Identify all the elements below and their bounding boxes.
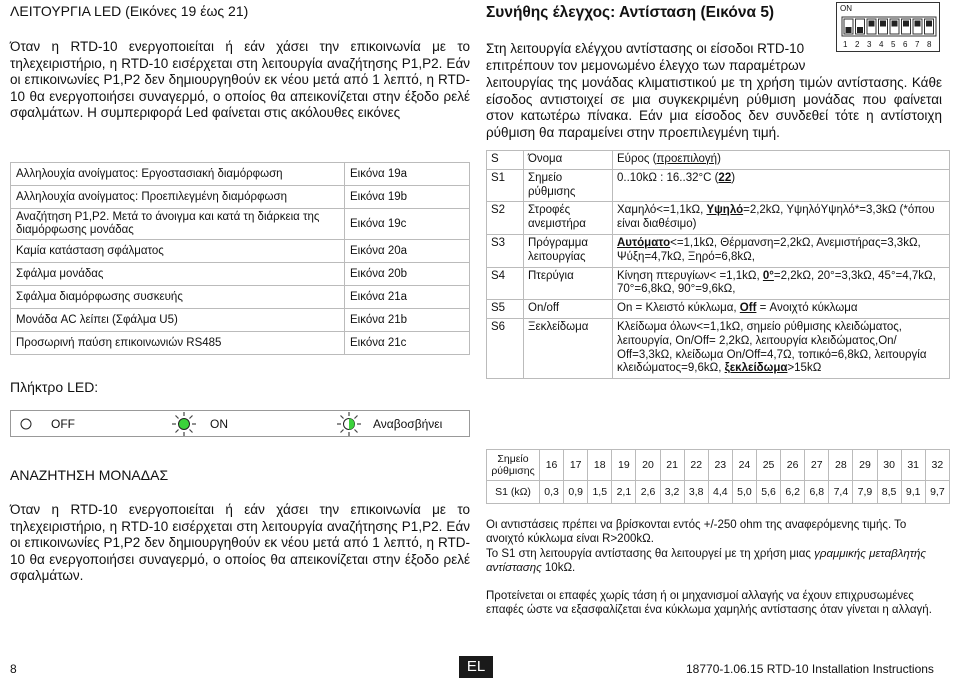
range-header-suffix: )	[717, 153, 721, 165]
resistance-cell: 8,5	[877, 481, 901, 504]
dip-number: 6	[903, 40, 908, 49]
resistance-cell: 3,2	[660, 481, 684, 504]
setpoint-cell: 32	[925, 450, 949, 481]
range-default: 0°	[762, 269, 774, 282]
row-name: Στροφές ανεμιστήρα	[524, 202, 613, 235]
row-s: S4	[487, 267, 524, 300]
setpoint-cell: 29	[853, 450, 877, 481]
dip-switch-lever	[857, 27, 863, 33]
resistance-cell: 3,8	[684, 481, 708, 504]
led-section-title: ΛΕΙΤΟΥΡΓΙΑ LED (Εικόνες 19 έως 21)	[10, 3, 249, 19]
range-text: )	[731, 171, 736, 184]
dip-switch-lever	[915, 21, 921, 27]
setpoint-cell: 17	[564, 450, 588, 481]
led-key-on-label: ON	[210, 417, 228, 431]
row-s: S1	[487, 169, 524, 202]
range-text: =2,2kΩ, 20°=3,3kΩ, 45°=4,7kΩ, 70°=6,8kΩ, 90°=9,6kΩ,	[617, 269, 936, 296]
setpoint-resistance-table	[486, 449, 950, 504]
resistance-cell: 9,7	[925, 481, 949, 504]
led-key-legend	[10, 410, 470, 437]
led-row-desc: Σφάλμα διαμόρφωσης συσκευής	[11, 286, 345, 309]
tolerance-note: Οι αντιστάσεις πρέπει να βρίσκονται εντός +/-250 ohm της αναφερόμενης τιμής. Το ανοιχτό κύκλωμα είναι R>200kΩ.	[486, 519, 907, 545]
document-reference: 18770-1.06.15 RTD-10 Installation Instructions	[686, 662, 934, 676]
led-row-figure: Εικόνα 20b	[345, 263, 470, 286]
table-row	[11, 209, 470, 240]
resistance-intro-line1: Στη λειτουργία ελέγχου αντίστασης οι είσοδοι RTD-10	[486, 41, 805, 56]
led-row-desc: Καμία κατάσταση σφάλματος	[11, 240, 345, 263]
dip-number: 5	[891, 40, 896, 49]
range-text: >15kΩ	[787, 362, 822, 375]
range-header-default: προεπιλογή	[656, 153, 718, 165]
table-row	[11, 163, 470, 186]
resistance-cell: 2,1	[612, 481, 636, 504]
resistance-intro-line2: επιτρέπουν τον μεμονωμένο έλεγχο των παραμέτρων	[486, 58, 806, 73]
led-row-figure: Εικόνα 20a	[345, 240, 470, 263]
setpoint-cell: 16	[540, 450, 564, 481]
dip-number: 2	[855, 40, 860, 49]
led-behaviour-table	[10, 162, 470, 355]
row-range	[613, 300, 950, 319]
dip-switch-lever	[892, 21, 898, 27]
led-row-desc: Προσωρινή παύση επικοινωνιών RS485	[11, 332, 345, 355]
row-s: S6	[487, 318, 524, 378]
led-row-figure: Εικόνα 19c	[345, 209, 470, 240]
setpoint-cell: 23	[708, 450, 732, 481]
dip-switch-diagram	[836, 0, 940, 54]
resistance-cell: 1,5	[588, 481, 612, 504]
row-range	[613, 267, 950, 300]
resistance-cell: 2,6	[636, 481, 660, 504]
led-row-figure: Εικόνα 21a	[345, 286, 470, 309]
dip-switch-lever	[880, 21, 886, 27]
range-text: On = Κλειστό κύκλωμα,	[617, 302, 740, 315]
setpoint-cell: 26	[781, 450, 805, 481]
setpoint-cell: 27	[805, 450, 829, 481]
led-row-figure: Εικόνα 19a	[345, 163, 470, 186]
row-range	[613, 169, 950, 202]
table-row	[11, 263, 470, 286]
led-key-off-label: OFF	[51, 417, 75, 431]
dip-switch-lever	[903, 21, 909, 27]
led-row-figure: Εικόνα 19b	[345, 186, 470, 209]
led-key-blink-label: Αναβοσβήνει	[373, 417, 443, 431]
range-text: Κίνηση πτερυγίων< =1,1kΩ,	[617, 269, 763, 282]
row-range	[613, 234, 950, 267]
row-range	[613, 202, 950, 235]
setpoint-cell: 20	[636, 450, 660, 481]
led-blink-icon	[336, 411, 362, 437]
table-row	[487, 202, 950, 235]
setpoint-cell: 22	[684, 450, 708, 481]
range-default: ξεκλείδωμα	[724, 362, 788, 375]
resistance-intro-paragraph: λειτουργίας της μονάδας κλιματιστικού με τη χρήση τιμών αντίστασης. Κάθε είσοδος αντιστοιχεί σε μια συγκεκριμένη ρύθμιση μονάδας που φαίνεται στον κατωτέρω πίνακα. Εάν μια είσοδος δεν συνδεθεί τότε η αντίστοιχη ρύθμιση θα παραμείνει στην προεπιλεγμένη τιμή.	[486, 75, 942, 140]
resistance-cell: 5,0	[732, 481, 756, 504]
range-text: =2,2kΩ, ΥψηλόΥψηλό*=3,3kΩ (*όπου είναι διαθέσιμο)	[617, 204, 935, 231]
resistance-cell: 6,8	[805, 481, 829, 504]
page-number: 8	[10, 662, 17, 676]
row-name: Σημείο ρύθμισης	[524, 169, 613, 202]
resistance-cell: 0,3	[540, 481, 564, 504]
setpoint-cell: 30	[877, 450, 901, 481]
led-row-desc: Μονάδα AC λείπει (Σφάλμα U5)	[11, 309, 345, 332]
resistance-cell: 7,9	[853, 481, 877, 504]
row-name: Πρόγραμμα λειτουργίας	[524, 234, 613, 267]
note-italic-text: γραμμικής μεταβλητής αντίστασης	[486, 548, 927, 574]
col-header-s: S	[487, 151, 524, 170]
range-default: Υψηλό	[706, 204, 744, 217]
table-row	[487, 267, 950, 300]
range-header-prefix: Εύρος (	[617, 153, 657, 165]
table-row	[11, 332, 470, 355]
table-row	[11, 186, 470, 209]
led-intro-paragraph: Όταν η RTD-10 ενεργοποιείται ή εάν χάσει την επικοινωνία με το τηλεχειριστήριο, η RTD-10 εισέρχεται στη λειτουργία αναζήτησης P1,P2. Εάν οι επικοινωνίες P1,P2 δεν δημιουργηθούν εκ νέου μετά από 1 λεπτό, η RTD-10 θα ενεργοποιήσει συναγερμό, ο οποίος θα απεικονίζεται στην έξοδο ρελέ σφαλμάτων. Η συμπεριφορά Led φαίνεται στις ακόλουθες εικόνες	[10, 39, 470, 121]
range-text: Χαμηλό<=1,1kΩ,	[617, 204, 707, 217]
resistance-section-title: Συνήθης έλεγχος: Αντίσταση (Εικόνα 5)	[486, 4, 775, 21]
dip-switch-lever	[846, 27, 852, 33]
resistance-cell: 0,9	[564, 481, 588, 504]
row-s: S5	[487, 300, 524, 319]
setpoint-cell: 18	[588, 450, 612, 481]
range-text: <=1,1kΩ, Θέρμανση=2,2kΩ, Ανεμιστήρας=3,3kΩ, Ψύξη=4,7kΩ, Ξηρό=6,8kΩ,	[617, 236, 921, 263]
table-row	[487, 300, 950, 319]
table-header-row	[487, 151, 950, 170]
table-row	[487, 481, 950, 504]
table-row	[11, 286, 470, 309]
range-default: 22	[718, 171, 732, 184]
dip-switch-lever	[869, 21, 875, 27]
row-name: On/off	[524, 300, 613, 319]
led-on-icon	[171, 411, 197, 437]
table-row	[487, 234, 950, 267]
row-s: S3	[487, 234, 524, 267]
row-name: Πτερύγια	[524, 267, 613, 300]
unit-search-paragraph: Όταν η RTD-10 ενεργοποιείται ή εάν χάσει την επικοινωνία με το τηλεχειριστήριο, η RTD-10 εισέρχεται στη λειτουργία αναζήτησης P1,P2. Εάν οι επικοινωνίες P1,P2 δεν δημιουργηθούν εκ νέου μετά από 1 λεπτό, η RTD-10 θα ενεργοποιήσει συναγερμό, ο οποίος θα απεικονίζεται στην έξοδο ρελέ σφαλμάτων.	[10, 502, 470, 584]
resistance-cell: 5,6	[756, 481, 780, 504]
dip-number: 7	[915, 40, 920, 49]
setpoint-cell: 24	[732, 450, 756, 481]
table-header-row	[487, 450, 950, 481]
setpoint-cell: 25	[756, 450, 780, 481]
resistance-row-label: S1 (kΩ)	[487, 481, 540, 504]
led-row-figure: Εικόνα 21c	[345, 332, 470, 355]
range-default: Off	[739, 302, 757, 315]
led-row-figure: Εικόνα 21b	[345, 309, 470, 332]
led-off-icon	[19, 417, 33, 431]
note-text: 10kΩ.	[541, 562, 576, 574]
setpoint-cell: 21	[660, 450, 684, 481]
row-name: Ξεκλείδωμα	[524, 318, 613, 378]
led-row-desc: Αλληλουχία ανοίγματος: Εργοστασιακή διαμόρφωση	[11, 163, 345, 186]
led-key-title: Πλήκτρο LED:	[10, 379, 99, 395]
range-default: Αυτόματο	[617, 236, 671, 249]
linear-resistor-note	[486, 547, 946, 575]
resistance-cell: 7,4	[829, 481, 853, 504]
resistance-cell: 4,4	[708, 481, 732, 504]
range-text: = Ανοιχτό κύκλωμα	[756, 302, 858, 315]
led-row-desc: Αλληλουχία ανοίγματος: Προεπιλεγμένη διαμόρφωση	[11, 186, 345, 209]
led-row-desc: Σφάλμα μονάδας	[11, 263, 345, 286]
dip-number: 3	[867, 40, 872, 49]
gold-contacts-note: Προτείνεται οι επαφές χωρίς τάση ή οι μηχανισμοί αλλαγής να έχουν επιχρυσωμένες επαφές ώστε να εξασφαλίζεται ένα κύκλωμα χαμηλής αντίστασης όταν γίνεται η αλλαγή.	[486, 590, 932, 616]
table-row	[11, 240, 470, 263]
setpoint-cell: 28	[829, 450, 853, 481]
row-range	[613, 318, 950, 378]
setpoint-row-label: Σημείο ρύθμισης	[487, 450, 540, 481]
resistance-cell: 9,1	[901, 481, 925, 504]
dip-number: 8	[927, 40, 932, 49]
setpoint-cell: 19	[612, 450, 636, 481]
table-row	[11, 309, 470, 332]
col-header-range	[613, 151, 950, 170]
led-row-desc: Αναζήτηση P1,P2. Μετά το άνοιγμα και κατά τη διάρκεια της διαμόρφωσης μονάδας	[11, 209, 345, 240]
row-s: S2	[487, 202, 524, 235]
resistance-cell: 6,2	[781, 481, 805, 504]
table-row	[487, 169, 950, 202]
setpoint-cell: 31	[901, 450, 925, 481]
range-text: Κλείδωμα όλων<=1,1kΩ, σημείο ρύθμισης κλειδώματος, λειτουργία, On/Off= 2,2kΩ, λειτουργία κλειδώματος,On/ Off=3,3kΩ, κλείδωμα On/Off=4,7Ω, τοπικό=6,8kΩ, λειτουργία κλειδώματος=9,6kΩ,	[617, 320, 927, 375]
dip-on-label: ON	[840, 4, 852, 13]
dip-switch-lever	[926, 21, 932, 27]
col-header-name: Όνομα	[524, 151, 613, 170]
table-row	[487, 318, 950, 378]
dip-number: 1	[843, 40, 848, 49]
unit-search-title: ΑΝΑΖΗΤΗΣΗ ΜΟΝΑΔΑΣ	[10, 467, 169, 483]
dip-number: 4	[879, 40, 884, 49]
note-text: Το S1 στη λειτουργία αντίστασης θα λειτουργεί με τη χρήση μιας	[486, 548, 815, 560]
language-badge: EL	[459, 656, 493, 678]
range-text: 0..10kΩ : 16..32°C (	[617, 171, 719, 184]
switch-settings-table	[486, 150, 950, 379]
